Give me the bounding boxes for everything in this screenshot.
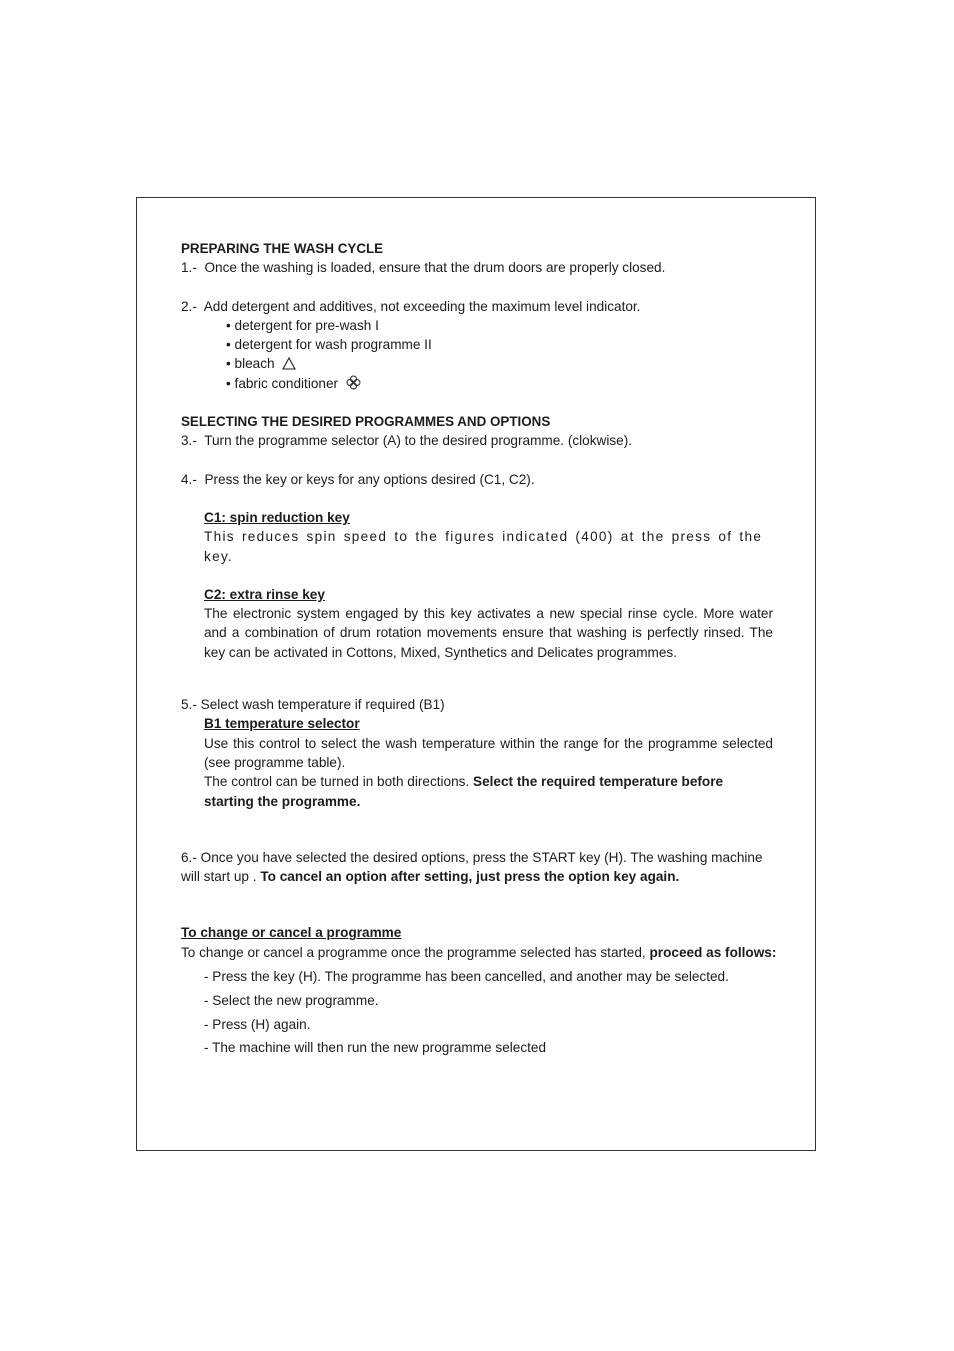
bullet-bleach-label: • bleach	[226, 356, 275, 372]
additive-list	[181, 316, 773, 393]
step-2-text: Add detergent and additives, not exceeding the maximum level indicator.	[203, 298, 641, 314]
selecting-programmes-heading: SELECTING THE DESIRED PROGRAMMES AND OPTIONS	[181, 414, 551, 430]
bleach-triangle-icon	[282, 357, 296, 370]
b1-description-2-bold: Select the required temperature before starting the programme.	[204, 774, 724, 809]
step-6-text: 6.- Once you have selected the desired options, press the START key (H). The washing machine will start up .	[181, 849, 763, 885]
step-4-text: Press the key or keys for any options desired (C1, C2).	[204, 471, 535, 487]
change-step-press-h: - Press the key (H). The programme has been cancelled, and another may be selected.	[204, 969, 729, 985]
change-cancel-steps	[181, 967, 773, 1058]
step-6-bold: To cancel an option after setting, just press the option key again.	[260, 869, 680, 885]
c2-description: The electronic system engaged by this key activates a new special rinse cycle. More water and a combination of drum rotation movements ensure that washing is perfectly rinsed. The key can be activated in Cottons, Mixed, Synthetics and Delicates programmes.	[204, 606, 773, 660]
change-cancel-intro-text: To change or cancel a programme once the programme selected has started,	[181, 944, 646, 960]
b1-title: B1 temperature selector	[204, 716, 360, 732]
change-step-press-h-again: - Press (H) again.	[204, 1016, 311, 1032]
c1-description: This reduces spin speed to the figures indicated (400) at the press of the key.	[204, 529, 763, 564]
b1-description-2-text: The control can be turned in both directions.	[204, 774, 470, 790]
step-1	[181, 258, 773, 277]
bullet-bleach	[226, 354, 773, 373]
manual-content	[181, 239, 777, 1062]
bullet-wash-detergent: • detergent for wash programme II	[226, 337, 432, 353]
fabric-conditioner-flower-icon	[346, 375, 361, 390]
step-2	[181, 297, 773, 316]
bullet-fabric-conditioner	[226, 374, 773, 393]
step-4-number: 4.-	[181, 471, 197, 487]
step-3	[181, 431, 773, 450]
step-1-number: 1.-	[181, 260, 197, 276]
preparing-wash-cycle-heading: PREPARING THE WASH CYCLE	[181, 241, 384, 256]
b1-description: Use this control to select the wash temperature within the range for the programme selected (see programme table).	[204, 735, 773, 770]
bullet-fabric-conditioner-label: • fabric conditioner	[226, 375, 339, 391]
step-6	[181, 848, 773, 887]
change-cancel-intro-bold: proceed as follows:	[649, 944, 777, 960]
step-4	[181, 470, 773, 489]
c1-option-block	[181, 508, 773, 662]
change-cancel-intro	[181, 943, 777, 962]
change-step-run-new: - The machine will then run the new programme selected	[204, 1040, 547, 1056]
change-cancel-title: To change or cancel a programme	[181, 925, 402, 941]
step-2-number: 2.-	[181, 298, 197, 314]
c1-title: C1: spin reduction key	[204, 509, 350, 525]
step-3-text: Turn the programme selector (A) to the desired programme. (clokwise).	[204, 433, 633, 449]
c2-title: C2: extra rinse key	[204, 586, 325, 602]
step-5: 5.- Select wash temperature if required (B1)	[181, 697, 445, 713]
change-step-select-new: - Select the new programme.	[204, 992, 379, 1008]
step-1-text: Once the washing is loaded, ensure that the drum doors are properly closed.	[204, 260, 666, 276]
b1-option-block	[181, 714, 773, 810]
bullet-prewash-detergent: • detergent for pre-wash I	[226, 317, 379, 333]
b1-description-2	[204, 772, 773, 811]
step-3-number: 3.-	[181, 433, 197, 449]
